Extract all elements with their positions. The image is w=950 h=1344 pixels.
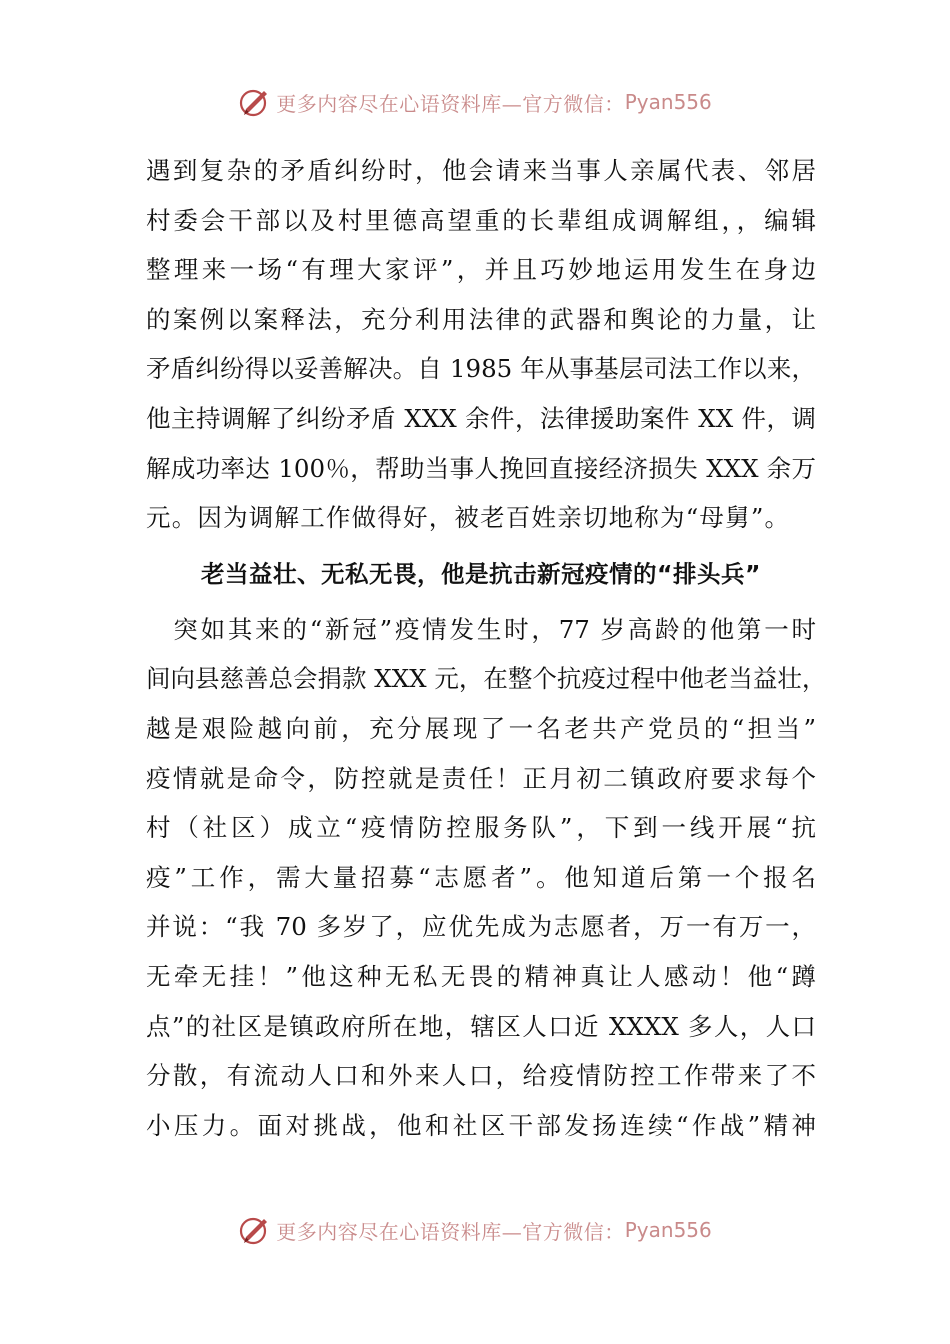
text-line: 分散，有流动人口和外来人口，给疫情防控工作带来了不 [146,1061,816,1091]
text-line: 矛盾纠纷得以妥善解决。自 1985 年从事基层司法工作以来， [146,354,816,384]
footer-banner-text: 更多内容尽在心语资料库—官方微信： [276,1219,625,1244]
text-line: 间向县慈善总会捐款 XXX 元，在整个抗疫过程中他老当益壮， [146,664,827,694]
text-line: 并说：“我 70 多岁了，应优先成为志愿者，万一有万一， [146,912,816,942]
footer-watermark-banner [0,1210,950,1250]
text-line: 整理来一场“有理大家评”，并且巧妙地运用发生在身边 [146,255,816,285]
text-line: 越是艰险越向前，充分展现了一名老共产党员的“担当” [146,713,816,743]
text-line: 点”的社区是镇政府所在地，辖区人口近 XXXX 多人，人口 [146,1011,816,1041]
text-line: 疫情就是命令，防控就是责任！正月初二镇政府要求每个 [146,763,816,793]
paragraph-epidemic [146,605,827,1151]
text-line: 无牵无挂！”他这种无私无畏的精神真让人感动！他“蹲 [146,961,816,991]
text-line: 遇到复杂的矛盾纠纷时，他会请来当事人亲属代表、邻居 [146,156,816,185]
header-banner-text: 更多内容尽在心语资料库—官方微信： [276,91,625,116]
text-line: 解成功率达 100％，帮助当事人挽回直接经济损失 XXX 余万 [146,453,816,483]
text-line: 小压力。面对挑战，他和社区干部发扬连续“作战”精神 [146,1110,816,1140]
footer-banner-id: Pyan556 [624,1218,712,1242]
text-line: 突如其来的“新冠”疫情发生时，77 岁高龄的他第一时 [146,614,816,644]
text-line: 元。因为调解工作做得好，被老百姓亲切地称为“母舅”。 [146,503,791,533]
document-body [146,146,827,1150]
text-line: 疫”工作，需大量招募“志愿者”。他知道后第一个报名 [146,862,816,892]
header-watermark-banner [0,82,950,122]
paragraph-mediation [146,146,816,543]
text-line: 村委会干部以及村里德高望重的长辈组成调解组，，编辑 [146,205,816,235]
text-line: 村（社区）成立“疫情防控服务队”，下到一线开展“抗 [146,813,816,843]
text-line: 他主持调解了纠纷矛盾 XXX 余件，法律援助案件 XX 件，调 [146,403,816,433]
section-heading: 老当益壮、无私无畏，他是抗击新冠疫情的“排头兵” [201,559,761,588]
pen-logo-icon [238,85,272,119]
header-banner-id: Pyan556 [624,90,712,114]
pen-logo-icon [238,1213,272,1247]
text-line: 的案例以案释法，充分利用法律的武器和舆论的力量，让 [146,304,816,334]
